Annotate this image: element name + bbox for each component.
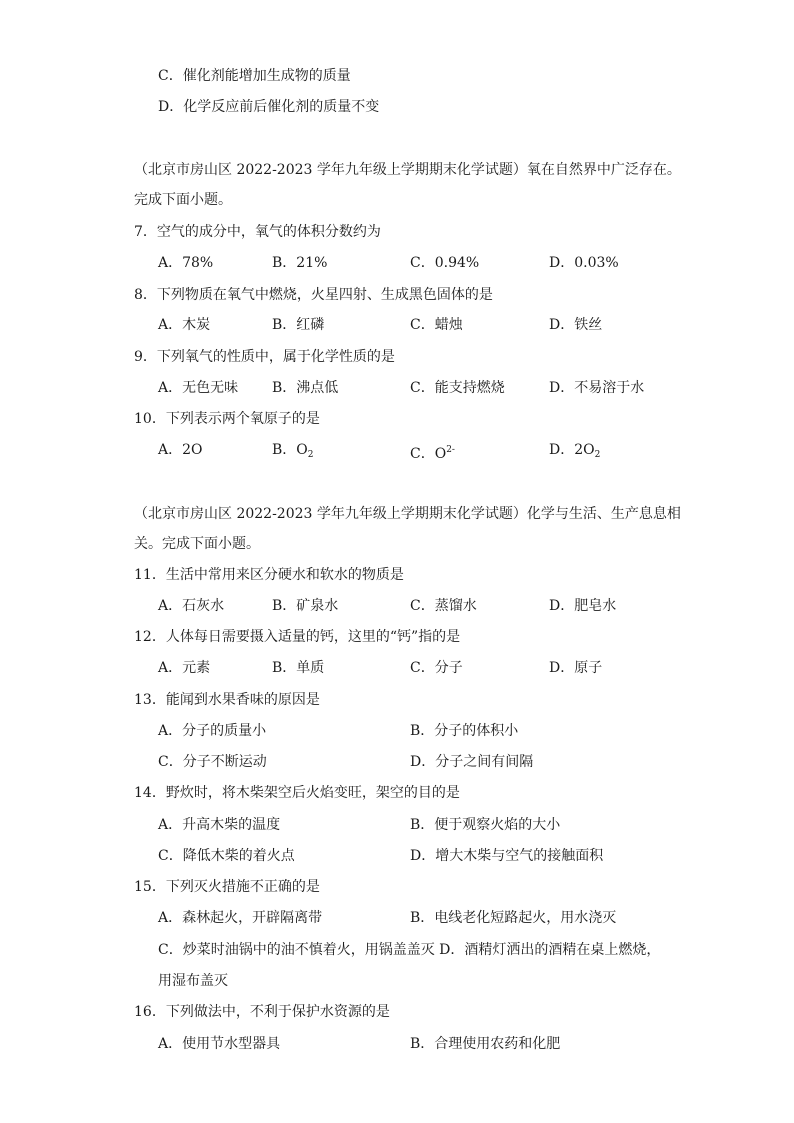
option-b: B．分子的体积小 <box>410 723 519 739</box>
section-intro: （北京市房山区 2022-2023 学年九年级上学期期末化学试题）化学与生活、生产息息相 <box>134 506 681 522</box>
option-b: B．$O_2$ <box>272 442 314 460</box>
section-intro: （北京市房山区 2022-2023 学年九年级上学期期末化学试题）氧在自然界中广泛存在。 <box>134 162 681 178</box>
question-stem: 16．下列做法中，不利于保护水资源的是 <box>134 1004 390 1020</box>
option-a: A．森林起火，开辟隔离带 <box>158 910 323 926</box>
option-d: D．不易溶于水 <box>549 380 645 396</box>
option-c: C．蒸馏水 <box>410 598 477 614</box>
option-a: A．2O <box>158 442 203 458</box>
question-stem: 10．下列表示两个氧原子的是 <box>134 411 320 427</box>
question-stem: 9．下列氧气的性质中，属于化学性质的是 <box>134 349 395 365</box>
option-a: A．元素 <box>158 660 211 676</box>
option-a: A．木炭 <box>158 317 211 333</box>
option-a: A．78% <box>158 255 214 271</box>
option-d: D．化学反应前后催化剂的质量不变 <box>158 99 380 115</box>
option-d: D．0.03% <box>549 255 619 271</box>
option-d: D．肥皂水 <box>549 598 617 614</box>
question-stem: 12．人体每日需要摄入适量的钙，这里的“钙”指的是 <box>134 629 461 645</box>
option-c: C．$O^{2-}$ <box>410 445 455 462</box>
option-b: B．矿泉水 <box>272 598 339 614</box>
question-stem: 14．野炊时，将木柴架空后火焰变旺，架空的目的是 <box>134 785 460 801</box>
option-d: D．增大木柴与空气的接触面积 <box>410 848 604 864</box>
question-stem: 8．下列物质在氧气中燃烧，火星四射、生成黑色固体的是 <box>134 287 493 303</box>
option-c: C．催化剂能增加生成物的质量 <box>158 68 351 84</box>
option-d: D．分子之间有间隔 <box>410 754 534 770</box>
option-c: C．分子不断运动 <box>158 754 267 770</box>
option-d: D．原子 <box>549 660 603 676</box>
question-stem: 11．生活中常用来区分硬水和软水的物质是 <box>134 567 404 583</box>
option-b: B．合理使用农药和化肥 <box>410 1036 561 1052</box>
option-b: B．21% <box>272 255 328 271</box>
option-c: C．0.94% <box>410 255 480 271</box>
option-a: A．升高木柴的温度 <box>158 817 281 833</box>
option-b: B．便于观察火焰的大小 <box>410 817 561 833</box>
section-intro-cont: 关。完成下面小题。 <box>134 536 260 552</box>
option-c: C．降低木柴的着火点 <box>158 848 295 864</box>
option-d: D．铁丝 <box>549 317 603 333</box>
option-b: B．单质 <box>272 660 325 676</box>
option-b: B．沸点低 <box>272 380 339 396</box>
option-c-d: C．炒菜时油锅中的油不慎着火，用锅盖盖灭 D．酒精灯洒出的酒精在桌上燃烧， <box>158 942 661 958</box>
option-a: A．使用节水型器具 <box>158 1036 281 1052</box>
option-d-cont: 用湿布盖灭 <box>158 973 228 989</box>
option-b: B．电线老化短路起火，用水浇灭 <box>410 910 617 926</box>
section-intro-cont: 完成下面小题。 <box>134 192 232 208</box>
question-stem: 7．空气的成分中，氧气的体积分数约为 <box>134 224 381 240</box>
option-c: C．蜡烛 <box>410 317 463 333</box>
option-d: D．$2O_2$ <box>549 442 601 460</box>
option-b: B．红磷 <box>272 317 325 333</box>
question-stem: 13．能闻到水果香味的原因是 <box>134 692 320 708</box>
option-c: C．分子 <box>410 660 463 676</box>
option-a: A．分子的质量小 <box>158 723 267 739</box>
question-stem: 15．下列灭火措施不正确的是 <box>134 879 320 895</box>
option-a: A．石灰水 <box>158 598 225 614</box>
option-c: C．能支持燃烧 <box>410 380 505 396</box>
option-a: A．无色无味 <box>158 380 239 396</box>
